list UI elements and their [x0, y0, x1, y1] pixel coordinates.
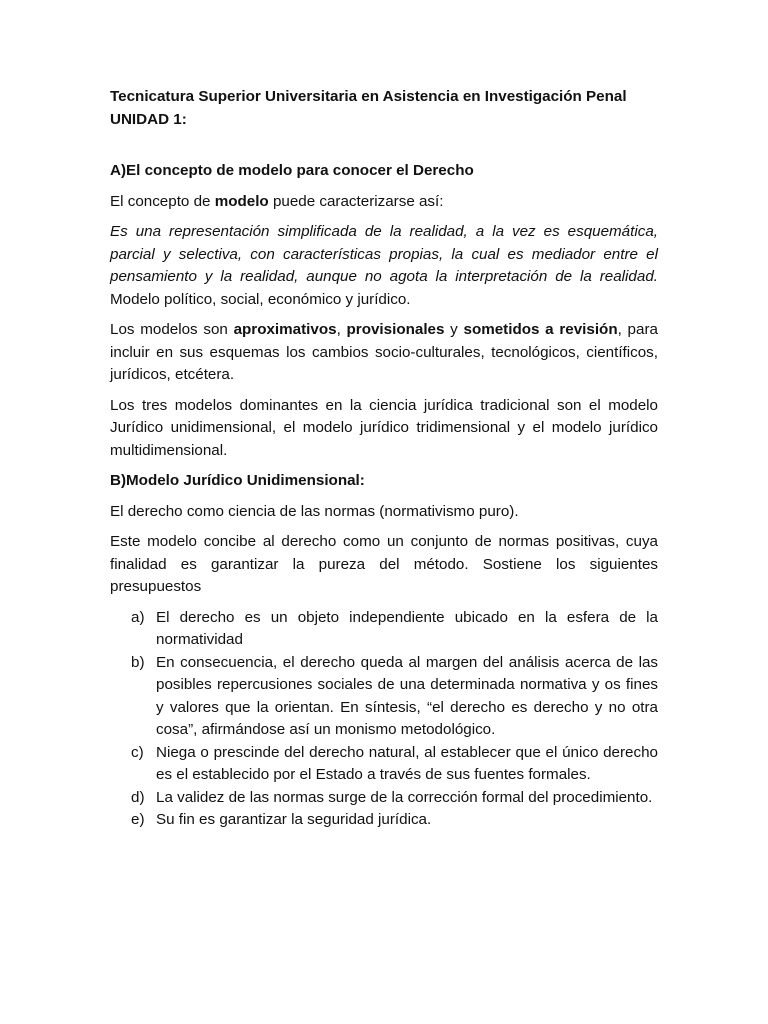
models-sep-2: y — [444, 321, 464, 338]
list-marker: e) — [131, 811, 145, 828]
model-definition-tail: Modelo político, social, económico y jurídico. — [110, 290, 411, 308]
document-page — [110, 86, 658, 832]
unit-title: UNIDAD 1: — [110, 110, 187, 128]
presuppositions-list — [110, 607, 658, 832]
model-definition-italic: Es una representación simplificada de la realidad, a la vez es esquemática, parcial y selectiva, con características propias, la cual es mediador entre el pensamiento y la realidad, aunque no agota la interpretación de la realidad. — [110, 223, 658, 285]
list-item — [110, 652, 658, 742]
models-keyword-revision: sometidos a revisión — [463, 321, 618, 338]
list-marker: d) — [131, 788, 145, 806]
list-item-text: Su fin es garantizar la seguridad jurídica. — [156, 811, 432, 828]
dominant-models-paragraph: Los tres modelos dominantes en la ciencia jurídica tradicional son el modelo Jurídico unidimensional, el modelo jurídico tridimensional y el modelo jurídico multidimensional. — [110, 396, 658, 459]
list-item — [110, 787, 658, 810]
model-intro-paragraph — [110, 191, 658, 214]
models-post: , para incluir en sus esquemas los cambios socio-culturales, tecnológicos, científicos, jurídicos, etcétera. — [110, 321, 658, 383]
model-intro-keyword: modelo — [214, 192, 269, 210]
models-keyword-aproximativos: aproximativos — [233, 321, 337, 338]
models-sep-1: , — [336, 321, 347, 338]
list-marker: b) — [131, 653, 145, 671]
list-marker: c) — [131, 743, 144, 761]
model-intro-pre: El concepto de — [110, 192, 215, 210]
model-definition-paragraph — [110, 221, 658, 311]
list-item-text: La validez de las normas surge de la corrección formal del procedimiento. — [156, 788, 653, 806]
list-item-text: El derecho es un objeto independiente ubicado en la esfera de la normatividad — [156, 608, 658, 648]
list-item — [110, 742, 658, 787]
model-intro-post: puede caracterizarse así: — [268, 192, 444, 210]
section-b-heading: B)Modelo Jurídico Unidimensional: — [110, 472, 365, 489]
list-item — [110, 809, 658, 832]
document-header — [110, 86, 658, 131]
list-marker: a) — [131, 608, 145, 626]
program-title: Tecnicatura Superior Universitaria en Asistencia en Investigación Penal — [110, 88, 627, 105]
section-b-subtitle: El derecho como ciencia de las normas (normativismo puro). — [110, 502, 519, 520]
list-item-text: En consecuencia, el derecho queda al margen del análisis acerca de las posibles repercusiones sociales de una determinada normativa y os fines y valores que la orientan. En síntesis, “el derecho es derecho y no otra cosa”, afirmándose así un monismo metodológico. — [156, 653, 658, 738]
models-keyword-provisionales: provisionales — [346, 321, 445, 338]
section-a-heading: A)El concepto de modelo para conocer el Derecho — [110, 162, 474, 179]
list-item-text: Niega o prescinde del derecho natural, al establecer que el único derecho es el establecido por el Estado a través de sus fuentes formales. — [156, 743, 658, 783]
models-pre: Los modelos son — [110, 321, 234, 338]
section-b-description: Este modelo concibe al derecho como un conjunto de normas positivas, cuya finalidad es garantizar la pureza del método. Sostiene los siguientes presupuestos — [110, 533, 658, 595]
list-item — [110, 607, 658, 652]
models-characteristics-paragraph — [110, 319, 658, 387]
